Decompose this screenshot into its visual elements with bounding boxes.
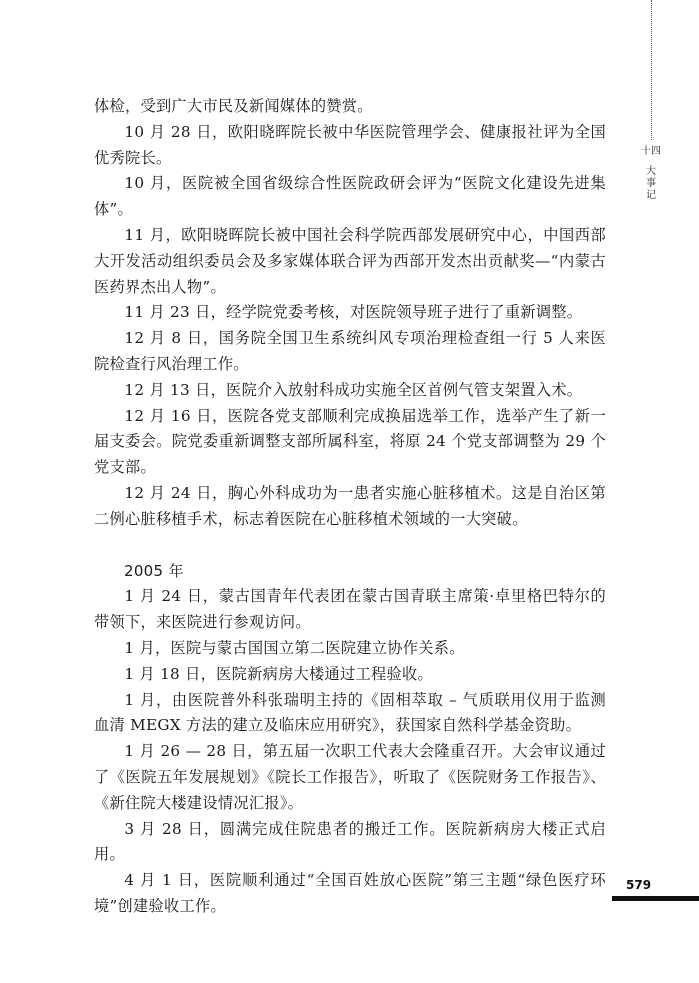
section-heading-year: 2005 年 <box>124 561 184 580</box>
paragraph: 10 月 28 日，欧阳晓晖院长被中华医院管理学会、健康报社评为全国优秀院长。 <box>94 122 606 167</box>
paragraph: 11 月 23 日，经学院党委考核，对医院领导班子进行了重新调整。 <box>124 303 583 322</box>
paragraph: 12 月 13 日，医院介入放射科成功实施全区首例气管支架置入术。 <box>124 380 583 399</box>
paragraphs-after-heading <box>94 584 606 919</box>
page-footer <box>612 876 699 901</box>
paragraph: 12 月 16 日，医院各党支部顺利完成换届选举工作，选举产生了新一届支委会。院党委重新调整支部所属科室，将原 24 个党支部调整为 29 个党支部。 <box>94 406 606 477</box>
margin-dotted-rule <box>651 0 652 140</box>
paragraph: 10 月，医院被全国省级综合性医院政研会评为“医院文化建设先进集体”。 <box>94 174 606 219</box>
paragraph: 3 月 28 日，圆满完成住院患者的搬迁工作。医院新病房大楼正式启用。 <box>94 819 606 864</box>
paragraph: 1 月 18 日，医院新病房大楼通过工程验收。 <box>124 664 433 683</box>
chapter-title: 大 事 记 <box>646 166 656 201</box>
paragraph: 4 月 1 日，医院顺利通过“全国百姓放心医院”第三主题“绿色医疗环境”创建验收工作。 <box>94 871 606 915</box>
paragraph: 12 月 8 日，国务院全国卫生系统纠风专项治理检查组一行 5 人来医院检查行风治理工作。 <box>94 329 606 373</box>
paragraphs-before-heading <box>94 94 606 533</box>
document-body <box>94 94 606 920</box>
paragraph: 1 月，由医院普外科张瑞明主持的《固相萃取 – 气质联用仪用于监测血清 MEGX 方法的建立及临床应用研究》，获国家自然科学基金资助。 <box>94 690 606 735</box>
paragraph: 1 月 26 — 28 日，第五届一次职工代表大会隆重召开。大会审议通过了《医院五年发展规划》《院长工作报告》，听取了《医院财务工作报告》、《新住院大楼建设情况汇报》。 <box>94 742 606 812</box>
chapter-tab <box>640 146 662 202</box>
paragraph: 体检，受到广大市民及新闻媒体的赞赏。 <box>94 97 373 115</box>
page-number-bar <box>612 896 699 901</box>
page-number: 579 <box>626 878 652 892</box>
paragraph: 11 月，欧阳晓晖院长被中国社会科学院西部发展研究中心，中国西部大开发活动组织委员会及多家媒体联合评为西部开发杰出贡献奖—“内蒙古医药界杰出人物”。 <box>94 225 606 296</box>
chapter-number: 十四 <box>641 146 661 157</box>
paragraph: 1 月，医院与蒙古国国立第二医院建立协作关系。 <box>124 638 465 657</box>
paragraph: 12 月 24 日，胸心外科成功为一患者实施心脏移植术。这是自治区第二例心脏移植手术，标志着医院在心脏移植术领域的一大突破。 <box>94 483 606 528</box>
paragraph: 1 月 24 日，蒙古国青年代表团在蒙古国青联主席策·卓里格巴特尔的带领下，来医院进行参观访问。 <box>94 587 606 632</box>
